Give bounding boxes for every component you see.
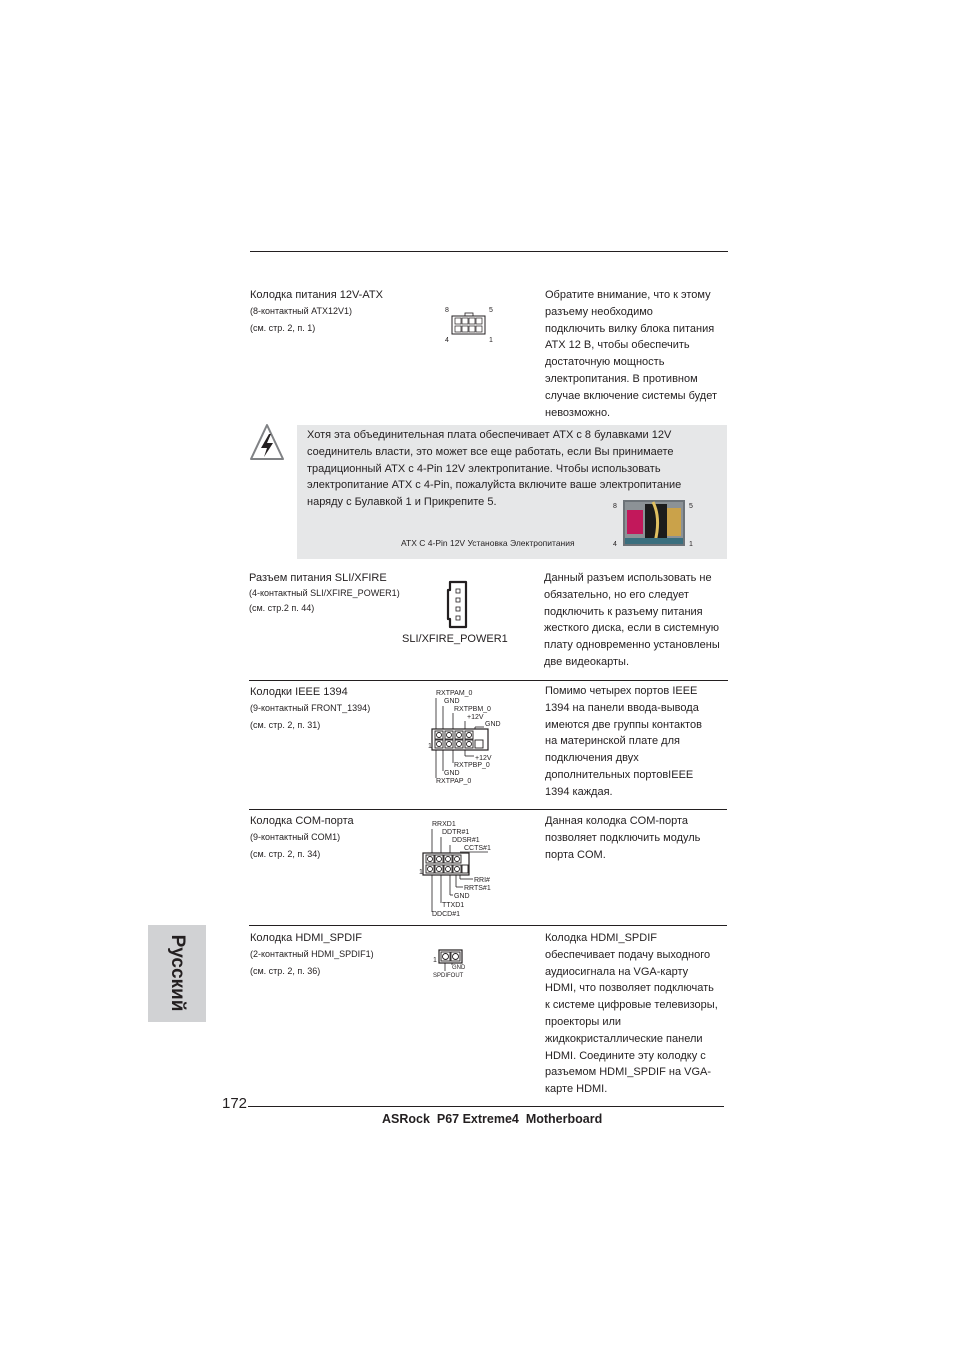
pin-one-label: 1 — [428, 743, 432, 750]
desc-line: к системе цифровые телевизоры, — [545, 999, 718, 1012]
section-subtitle: (8-контактный ATX12V1) — [250, 306, 353, 316]
desc-line: Данная колодка COM-порта — [545, 815, 689, 827]
desc-line: обеспечивает подачу выходного — [545, 948, 711, 961]
desc-line: невозможно. — [545, 406, 611, 419]
pin-label: 5 — [489, 307, 493, 314]
pin-label: +12V — [475, 755, 492, 762]
desc-line: плату одновременно установлены — [544, 639, 720, 652]
pin-label: GND — [454, 893, 470, 900]
desc-line: обязательно, но его следует — [544, 588, 689, 601]
section-description — [545, 287, 717, 421]
note-line: соединитель власти, это может все еще работать, если Вы принимаете — [307, 445, 674, 458]
section-reference: (см. стр. 2, п. 31) — [250, 720, 321, 730]
pin-label: GND — [444, 698, 460, 705]
pin-label: RXTPBM_0 — [454, 706, 491, 713]
desc-line: карте HDMI. — [545, 1083, 608, 1096]
section-title: Разъем питания SLI/XFIRE — [249, 572, 387, 584]
section-divider — [249, 809, 727, 810]
pin-label: GND — [452, 965, 466, 971]
desc-line: подключить вилку блока питания — [545, 322, 715, 335]
desc-line: порта COM. — [545, 848, 606, 861]
section-title: Колодка питания 12V-ATX — [250, 289, 383, 301]
pin-label: TTXD1 — [442, 902, 465, 909]
section-description — [545, 683, 702, 801]
pin-label: RXTPBP_0 — [454, 762, 490, 769]
section-description — [545, 930, 718, 1098]
warning-icon — [248, 422, 286, 462]
note-line: электропитание ATX с 4-Pin, пожалуйста включите ваше электропитание — [307, 479, 682, 492]
section-reference: (см. стр. 2, п. 34) — [250, 849, 321, 859]
pin-label: 5 — [689, 503, 693, 510]
section-divider — [249, 680, 728, 681]
note-line: традиционный ATX с 4-Pin 12V электропитание. Чтобы использовать — [307, 462, 661, 475]
hdmi-spdif-pinout-diagram — [430, 947, 475, 983]
footer-rule — [248, 1106, 724, 1107]
desc-line: на материнской плате для — [545, 735, 680, 748]
note-box — [297, 425, 727, 559]
section-description — [544, 570, 720, 671]
desc-line: аудиосигнала на VGA-карту — [545, 965, 689, 978]
pin-label: +12V — [467, 714, 484, 721]
language-label: Русский — [167, 934, 188, 1012]
sli-connector-diagram — [446, 579, 470, 631]
desc-line: случае включение системы будет — [545, 389, 717, 402]
desc-line: дополнительных портовIEEE — [545, 768, 694, 781]
desc-line: электропитания. В противном — [545, 372, 698, 385]
pin-label: GND — [485, 721, 501, 728]
desc-line: проекторы или — [545, 1015, 622, 1028]
atx-4pin-photo — [609, 498, 699, 550]
pin-label: 4 — [445, 337, 449, 344]
pin-label: 8 — [445, 307, 449, 314]
desc-line: жесткого диска, если в системную — [544, 622, 720, 635]
desc-line: имеются две группы контактов — [545, 718, 702, 731]
pin-one-label: 1 — [419, 869, 423, 876]
desc-line: позволяет подключить модуль — [545, 831, 701, 844]
section-title: Колодка COM-порта — [250, 815, 354, 827]
pin-label: RXTPAM_0 — [436, 690, 473, 697]
section-reference: (см. стр. 2, п. 36) — [250, 966, 321, 976]
pin-label: GND — [444, 770, 460, 777]
ieee1394-pinout-diagram — [425, 686, 505, 788]
desc-line: подключить к разъему питания — [544, 605, 703, 618]
desc-line: Колодка HDMI_SPDIF — [545, 932, 657, 944]
section-subtitle: (9-контактный FRONT_1394) — [250, 703, 371, 713]
top-rule — [250, 251, 728, 252]
pin-label: RXTPAP_0 — [436, 778, 472, 785]
note-caption: ATX С 4-Pin 12V Установка Электропитания — [401, 538, 575, 548]
section-subtitle: (9-контактный COM1) — [250, 832, 341, 842]
desc-line: Помимо четырех портов IEEE — [545, 685, 698, 697]
desc-line: жидкокристаллические панели — [545, 1032, 703, 1045]
desc-line: Данный разъем использовать не — [544, 572, 712, 584]
section-title: Колодки IEEE 1394 — [250, 686, 348, 698]
desc-line: HDMI. Соедините эту колодку с — [545, 1049, 706, 1062]
pin-label: RRI# — [474, 877, 490, 884]
atx12v-connector-diagram — [440, 303, 500, 345]
pin-label: RRXD1 — [432, 821, 456, 828]
footer-title: ASRock P67 Extreme4 Motherboard — [382, 1112, 603, 1126]
pin-label: DDSR#1 — [452, 837, 480, 844]
pin-label: CCTS#1 — [464, 845, 491, 852]
section-reference: (см. стр.2 п. 44) — [249, 603, 315, 613]
note-line: наряду с Булавкой 1 и Прикрепите 5. — [307, 496, 497, 509]
pin-label: 8 — [613, 503, 617, 510]
desc-line: разъемом HDMI_SPDIF на VGA- — [545, 1066, 712, 1079]
section-description — [545, 813, 700, 863]
desc-line: достаточную мощность — [545, 356, 665, 369]
desc-line: 1394 на панели ввода-вывода — [545, 701, 699, 714]
desc-line: разъему необходимо — [545, 305, 653, 318]
section-subtitle: (4-контактный SLI/XFIRE_POWER1) — [249, 588, 400, 598]
com-pinout-diagram — [416, 816, 500, 920]
pin-label: SPDIFOUT — [433, 973, 464, 979]
pin-label: RRTS#1 — [464, 885, 491, 892]
connector-label: SLI/XFIRE_POWER1 — [402, 633, 508, 645]
pin-label: 1 — [489, 337, 493, 344]
language-side-tab — [148, 925, 206, 1022]
section-reference: (см. стр. 2, п. 1) — [250, 323, 316, 333]
pin-label: DDTR#1 — [442, 829, 470, 836]
page-number: 172 — [222, 1095, 248, 1112]
desc-line: подключения двух — [545, 752, 639, 765]
desc-line: 1394 каждая. — [545, 785, 613, 798]
pin-label: DDCD#1 — [432, 911, 461, 918]
pin-label: 4 — [613, 541, 617, 548]
desc-line: Обратите внимание, что к этому — [545, 289, 711, 301]
pin-label: 1 — [689, 541, 693, 548]
section-subtitle: (2-контактный HDMI_SPDIF1) — [250, 949, 374, 959]
pin-one-label: 1 — [433, 957, 437, 964]
desc-line: две видеокарты. — [544, 655, 630, 668]
section-divider — [249, 925, 727, 926]
desc-line: ATX 12 В, чтобы обеспечить — [545, 339, 690, 352]
desc-line: HDMI, что позволяет подключать — [545, 982, 714, 995]
note-line: Хотя эта объединительная плата обеспечивает ATX с 8 булавками 12V — [307, 429, 672, 441]
section-title: Колодка HDMI_SPDIF — [250, 932, 362, 944]
